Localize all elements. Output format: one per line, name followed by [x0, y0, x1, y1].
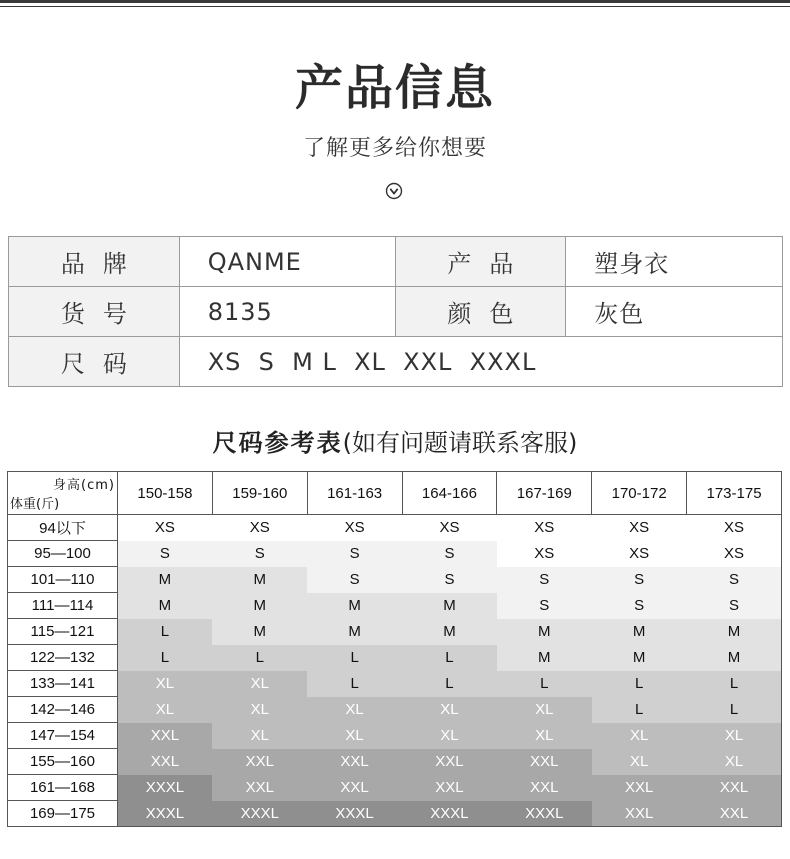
size-cell: XXL [118, 723, 213, 749]
size-chart-header-row [8, 472, 782, 515]
size-cell: XS [212, 515, 307, 541]
size-cell: M [497, 645, 592, 671]
table-row [8, 567, 782, 593]
size-cell: M [212, 619, 307, 645]
table-row [8, 671, 782, 697]
height-col-header: 161-163 [307, 472, 402, 515]
size-chart-title-note: (如有问题请联系客服) [342, 429, 578, 457]
size-cell: M [592, 619, 687, 645]
size-cell: L [402, 671, 497, 697]
size-cell: XS [497, 515, 592, 541]
size-cell: S [402, 567, 497, 593]
size-cell: XXL [592, 775, 687, 801]
size-cell: XL [212, 671, 307, 697]
size-cell: XL [592, 749, 687, 775]
table-row [8, 645, 782, 671]
info-row-brand [9, 237, 783, 287]
product-info-table [8, 236, 783, 387]
size-cell: S [497, 593, 592, 619]
size-cell: XL [592, 723, 687, 749]
size-cell: M [497, 619, 592, 645]
product-label: 产品 [395, 237, 566, 287]
size-cell: L [307, 671, 402, 697]
size-cell: XXL [307, 749, 402, 775]
weight-cell: 94以下 [8, 515, 118, 541]
size-cell: XL [402, 723, 497, 749]
size-cell: XXL [402, 749, 497, 775]
size-cell: XXL [497, 775, 592, 801]
size-cell: M [307, 593, 402, 619]
size-cell: XXXL [497, 801, 592, 827]
size-cell: S [307, 541, 402, 567]
weight-cell: 115—121 [8, 619, 118, 645]
size-cell: XXXL [118, 775, 213, 801]
size-cell: M [687, 619, 782, 645]
page-subtitle: 了解更多给你想要 [302, 136, 487, 161]
size-chart-corner [8, 472, 118, 515]
size-cell: L [402, 645, 497, 671]
height-col-header: 170-172 [592, 472, 687, 515]
info-row-size [9, 337, 783, 387]
height-col-header: 173-175 [687, 472, 782, 515]
weight-cell: 133—141 [8, 671, 118, 697]
height-header: 身高(cm) [53, 478, 115, 493]
table-row [8, 697, 782, 723]
size-cell: XXL [118, 749, 213, 775]
size-cell: XXL [402, 775, 497, 801]
size-cell: XL [307, 723, 402, 749]
weight-cell: 122—132 [8, 645, 118, 671]
weight-cell: 155—160 [8, 749, 118, 775]
info-row-sku [9, 287, 783, 337]
size-cell: M [118, 593, 213, 619]
weight-cell: 111—114 [8, 593, 118, 619]
size-cell: L [212, 645, 307, 671]
table-row [8, 749, 782, 775]
size-chart-title-bold: 尺码参考表 [212, 429, 343, 457]
top-divider-thin [0, 6, 790, 7]
size-cell: M [592, 645, 687, 671]
size-chart-table [7, 471, 782, 827]
table-row [8, 541, 782, 567]
size-cell: XL [212, 697, 307, 723]
size-cell: S [497, 567, 592, 593]
size-cell: S [592, 593, 687, 619]
size-cell: XL [497, 697, 592, 723]
size-cell: S [592, 567, 687, 593]
size-cell: XXL [212, 775, 307, 801]
size-cell: M [687, 645, 782, 671]
table-row [8, 515, 782, 541]
size-cell: XS [592, 541, 687, 567]
size-cell: S [687, 567, 782, 593]
product-value: 塑身衣 [566, 237, 783, 287]
size-cell: M [402, 619, 497, 645]
size-cell: M [402, 593, 497, 619]
table-row [8, 723, 782, 749]
size-cell: XXL [307, 775, 402, 801]
weight-header: 体重(斤) [10, 497, 60, 512]
size-cell: L [118, 645, 213, 671]
size-cell: M [212, 567, 307, 593]
height-col-header: 164-166 [402, 472, 497, 515]
size-cell: S [118, 541, 213, 567]
size-cell: XS [497, 541, 592, 567]
size-cell: L [307, 645, 402, 671]
size-cell: XXXL [212, 801, 307, 827]
weight-cell: 161—168 [8, 775, 118, 801]
size-cell: XXL [497, 749, 592, 775]
size-cell: XXL [687, 801, 782, 827]
brand-value: QANME [179, 237, 395, 287]
table-row [8, 775, 782, 801]
chevron-down-circle-icon [385, 182, 403, 200]
size-label: 尺码 [9, 337, 180, 387]
size-cell: XL [307, 697, 402, 723]
size-cell: XXL [687, 775, 782, 801]
sku-value: 8135 [179, 287, 395, 337]
size-cell: M [118, 567, 213, 593]
table-row [8, 801, 782, 827]
size-cell: XXXL [118, 801, 213, 827]
size-cell: XL [497, 723, 592, 749]
size-cell: S [687, 593, 782, 619]
size-cell: L [687, 697, 782, 723]
size-cell: M [307, 619, 402, 645]
size-cell: XL [212, 723, 307, 749]
weight-cell: 142—146 [8, 697, 118, 723]
size-cell: XXL [592, 801, 687, 827]
size-cell: M [212, 593, 307, 619]
size-chart-body [8, 472, 782, 827]
size-cell: L [592, 671, 687, 697]
weight-cell: 95—100 [8, 541, 118, 567]
color-label: 颜色 [395, 287, 566, 337]
sku-label: 货号 [9, 287, 180, 337]
size-cell: S [402, 541, 497, 567]
size-cell: L [497, 671, 592, 697]
size-cell: XL [402, 697, 497, 723]
table-row [8, 619, 782, 645]
top-divider-thick [0, 0, 790, 3]
size-cell: XS [687, 541, 782, 567]
size-cell: XS [307, 515, 402, 541]
height-col-header: 150-158 [118, 472, 213, 515]
size-cell: XXXL [402, 801, 497, 827]
height-col-header: 159-160 [212, 472, 307, 515]
size-cell: XL [118, 697, 213, 723]
size-value: XS S M L XL XXL XXXL [179, 337, 782, 387]
size-cell: S [307, 567, 402, 593]
height-col-header: 167-169 [497, 472, 592, 515]
size-cell: L [118, 619, 213, 645]
size-cell: XL [687, 723, 782, 749]
size-cell: XL [687, 749, 782, 775]
color-value: 灰色 [566, 287, 783, 337]
size-cell: XS [687, 515, 782, 541]
size-cell: L [687, 671, 782, 697]
size-cell: XL [118, 671, 213, 697]
size-cell: XS [118, 515, 213, 541]
size-cell: XS [402, 515, 497, 541]
brand-label: 品牌 [9, 237, 180, 287]
size-cell: XS [592, 515, 687, 541]
size-cell: XXXL [307, 801, 402, 827]
size-chart-title [0, 426, 790, 460]
weight-cell: 147—154 [8, 723, 118, 749]
weight-cell: 169—175 [8, 801, 118, 827]
size-cell: XXL [212, 749, 307, 775]
page-title: 产品信息 [294, 60, 495, 116]
size-cell: S [212, 541, 307, 567]
table-row [8, 593, 782, 619]
weight-cell: 101—110 [8, 567, 118, 593]
size-cell: L [592, 697, 687, 723]
